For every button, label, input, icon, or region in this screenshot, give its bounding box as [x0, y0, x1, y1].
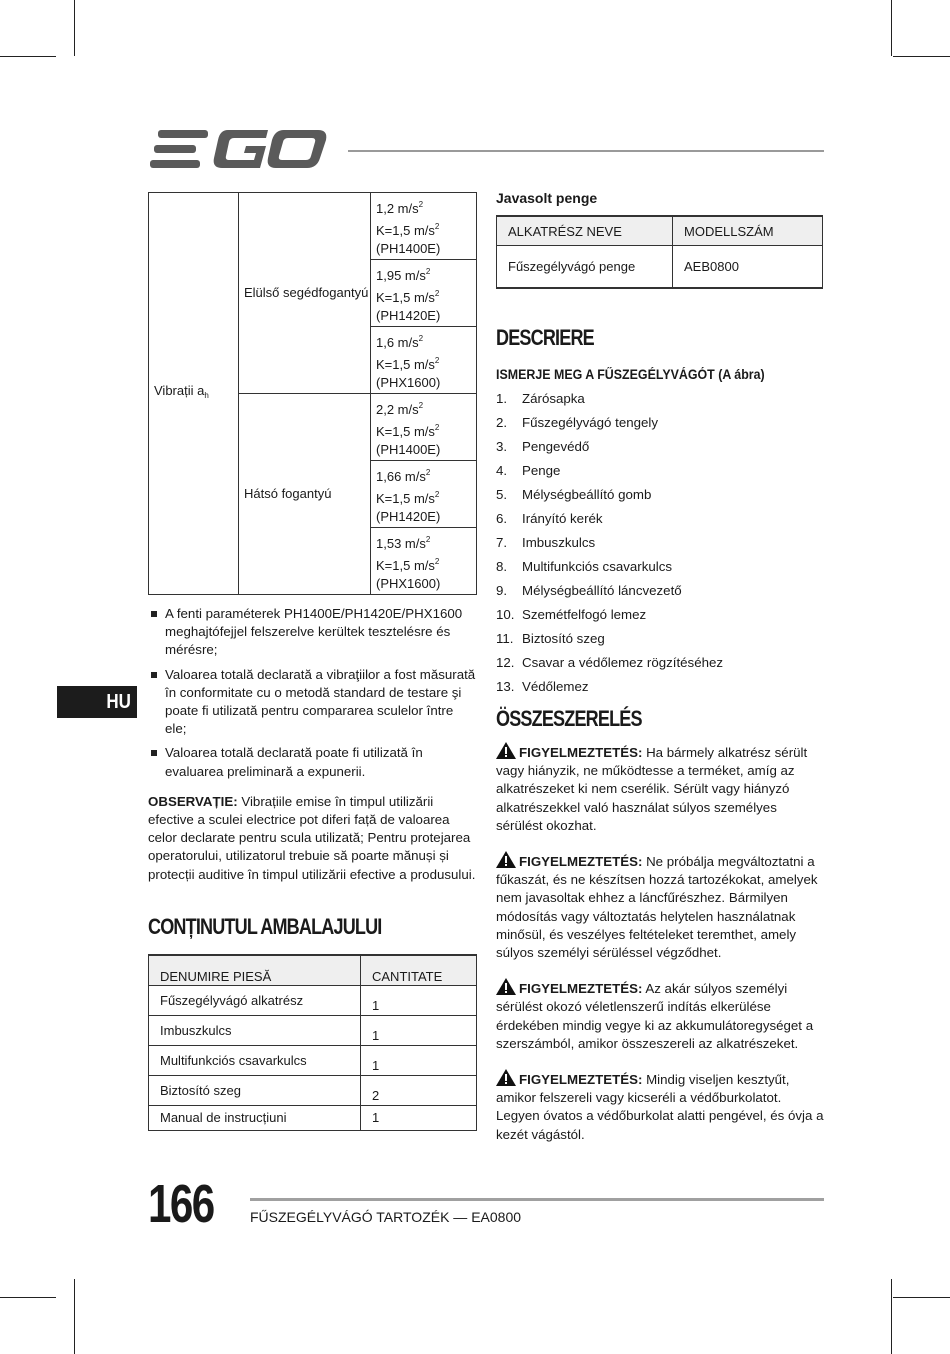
warning-block: FIGYELMEZTETÉS: Ha bármely alkatrész sérült vagy hiányzik, ne működtesse a terméket, amíg az alkatrészeket ki nem cserélik. Sérült vagy hiányzó alkatrészekkel való használat súlyos személyes sérülést okozhat. — [496, 742, 826, 835]
list-item: 9. Mélységbeállító láncvezető — [496, 583, 682, 598]
table-row: Biztosító szeg 2 — [149, 1075, 477, 1105]
table-row: Fűszegélyvágó penge AEB0800 — [497, 246, 823, 289]
list-item: 10. Szemétfelfogó lemez — [496, 607, 647, 622]
list-item: 2. Fűszegélyvágó tengely — [496, 415, 659, 430]
list-item: A fenti paraméterek PH1400E/PH1420E/PHX1600 meghajtófejjel felszerelve kerültek tesztelésre és mérésre; — [148, 605, 478, 660]
table-row: Imbuszkulcs 1 — [149, 1015, 477, 1045]
warning-icon — [496, 851, 516, 868]
parts-list — [496, 390, 826, 702]
warning-block: FIGYELMEZTETÉS: Az akár súlyos személyi sérülést okozó véletlenszerű indítás elkerülése érdekében mindig vegye ki az akkumulátoregységet a szerszámból, amikor összeszereli az alkatrészeket. — [496, 978, 826, 1053]
warning-block: FIGYELMEZTETÉS: Mindig viseljen kesztyűt, amikor felszereli vagy kicseréli a védőburkolatot. Legyen óvatos a védőburkolat alatti pengével, és óvja a kezét vágástól. — [496, 1069, 826, 1144]
list-item: 8. Multifunkciós csavarkulcs — [496, 559, 673, 574]
footer-rule — [250, 1198, 824, 1201]
vibration-value: 1,2 $m/s^2$ K=1,5 $m/s^2$ (PH1400E) — [371, 193, 477, 260]
page-number: 166 — [148, 1174, 214, 1234]
recommended-blade-title: Javasolt penge — [496, 190, 598, 206]
list-item: 1. Zárósapka — [496, 391, 585, 406]
table-header: ALKATRÉSZ NEVE — [497, 216, 673, 246]
list-item: 11. Biztosító szeg — [496, 631, 605, 646]
observation-label: OBSERVAȚIE: — [148, 793, 238, 809]
crop-mark — [0, 56, 56, 57]
vibration-value: 1,53 $m/s^2$ K=1,5 $m/s^2$ (PHX1600) — [371, 528, 477, 595]
blade-table — [496, 215, 823, 289]
description-subtitle: ISMERJE MEG A FŰSZEGÉLYVÁGÓT (A ábra) — [496, 367, 765, 382]
crop-mark — [74, 0, 75, 56]
table-row: Fűszegélyvágó alkatrész 1 — [149, 985, 477, 1015]
table-row: Manual de instrucțiuni 1 — [149, 1105, 477, 1130]
vibration-value: 1,6 $m/s^2$ K=1,5 $m/s^2$ (PHX1600) — [371, 327, 477, 394]
list-item: Valoarea totală declarată a vibraţiilor a fost măsurată în conformitate cu o metodă standard de testare şi poate fi utilizată pentru compararea sculelor între ele; — [148, 666, 478, 739]
warning-icon — [496, 742, 516, 759]
list-item: 4. Penge — [496, 463, 561, 478]
crop-mark — [893, 56, 950, 57]
table-header: CANTITATE — [361, 955, 477, 986]
list-item: 3. Pengevédő — [496, 439, 590, 454]
list-item: 5. Mélységbeállító gomb — [496, 487, 652, 502]
table-row: Multifunkciós csavarkulcs 1 — [149, 1045, 477, 1075]
package-contents-title: CONȚINUTUL AMBALAJULUI — [148, 913, 382, 939]
crop-mark — [893, 1297, 950, 1298]
list-item: Valoarea totală declarată poate fi utilizată în evaluarea preliminară a expunerii. — [148, 744, 478, 780]
vibration-value: 1,66 $m/s^2$ K=1,5 $m/s^2$ (PH1420E) — [371, 461, 477, 528]
left-column — [148, 192, 478, 1131]
header-rule — [348, 150, 824, 152]
list-item: 7. Imbuszkulcs — [496, 535, 596, 550]
front-handle-label: Elülső segédfogantyú — [239, 193, 371, 394]
list-item: 6. Irányító kerék — [496, 511, 603, 526]
footer-title: FŰSZEGÉLYVÁGÓ TARTOZÉK — EA0800 — [250, 1209, 522, 1225]
right-column — [496, 190, 826, 1144]
list-item: 12. Csavar a védőlemez rögzítéséhez — [496, 655, 724, 670]
language-badge: HU — [57, 686, 137, 718]
table-header: DENUMIRE PIESĂ — [149, 955, 361, 986]
observation-note — [148, 793, 478, 884]
crop-mark — [0, 1297, 56, 1298]
vibration-table — [148, 192, 477, 595]
crop-mark — [74, 1279, 75, 1354]
vibration-label: Vibrații $a_h$ — [149, 193, 239, 595]
vibration-value: 1,95 $m/s^2$ K=1,5 $m/s^2$ (PH1420E) — [371, 260, 477, 327]
warning-icon — [496, 978, 516, 995]
assembly-title: ÖSSZESZERELÉS — [496, 706, 642, 731]
vibration-value: 2,2 $m/s^2$ K=1,5 $m/s^2$ (PH1400E) — [371, 394, 477, 461]
package-table — [148, 954, 477, 1131]
table-header: MODELLSZÁM — [673, 216, 823, 246]
observation-text: Vibrațiile emise în timpul utilizării efective a sculei electrice pot diferi față de valoarea celor declarate pentru scula utilizată; Pentru protejarea operatorului, utilizatorul trebuie să poarte mănuși și protecții auditive în timpul utilizării efective a produsului. — [148, 793, 476, 882]
warning-icon — [496, 1069, 516, 1086]
notes-list — [148, 605, 478, 781]
warning-block: FIGYELMEZTETÉS: Ne próbálja megváltoztatni a fűkaszát, és ne készítsen hozzá tartozékokat, amelyek nem javasoltak ehhez a láncfűrészhez. Bármilyen módosítás vagy változtatás helytelen használatnak minősül, és veszélyes feltételeket teremthet, amely súlyos személyi sérüléssel végződhet. — [496, 851, 826, 962]
crop-mark — [891, 0, 892, 56]
rear-handle-label: Hátsó fogantyú — [239, 394, 371, 595]
crop-mark — [891, 1279, 892, 1354]
description-title: DESCRIERE — [496, 325, 594, 350]
ego-logo — [150, 128, 330, 172]
list-item: 13. Védőlemez — [496, 679, 589, 694]
